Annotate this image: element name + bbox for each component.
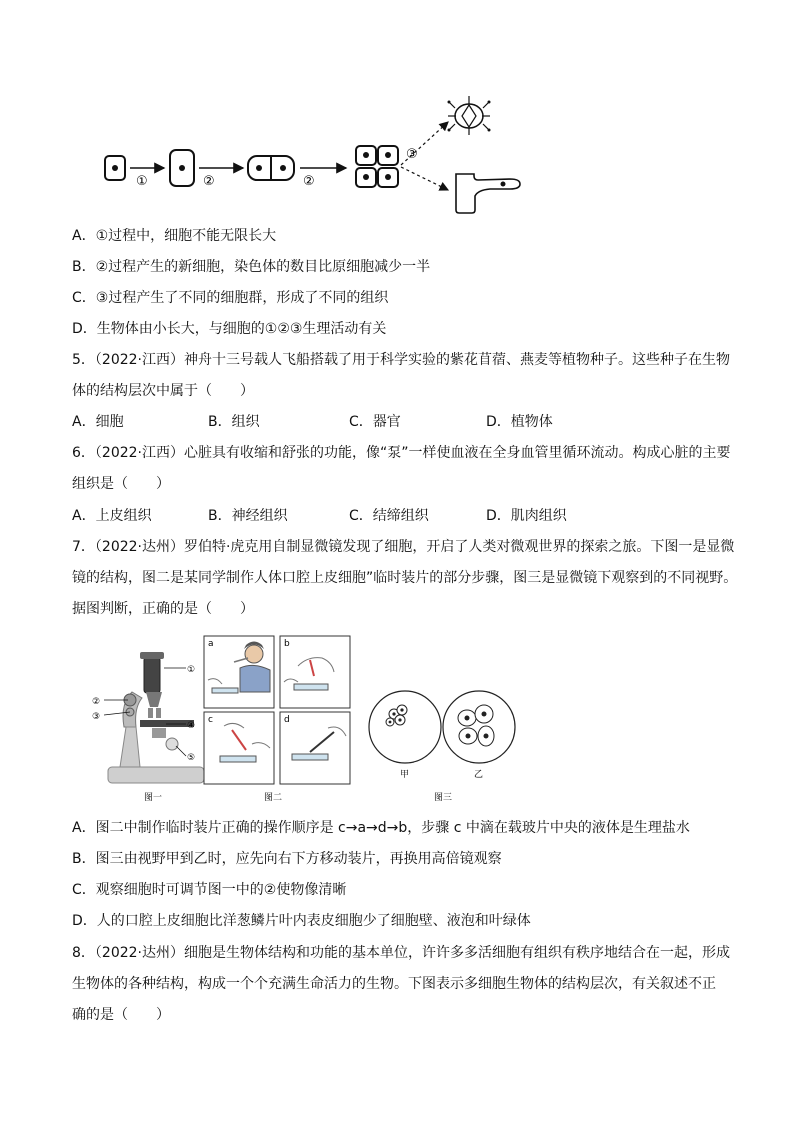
q7-stem-line-2: 镜的结构，图二是某同学制作人体口腔上皮细胞”临时装片的部分步骤，图三是显微镜下观察到的不同视野。 xyxy=(72,570,738,586)
view-label-jia: 甲 xyxy=(400,770,410,780)
panel-label-c: c xyxy=(208,715,213,725)
four-cells xyxy=(356,146,398,187)
step-label-2a: ② xyxy=(203,174,215,189)
slide-steps-panels xyxy=(204,636,350,784)
q4-option-c: C．③过程产生了不同的细胞群，形成了不同的组织 xyxy=(72,290,389,306)
panel-label-b: b xyxy=(284,639,290,649)
differentiated-cell-star xyxy=(448,96,491,135)
caption-fig2: 图二 xyxy=(264,793,283,803)
panel-label-a: a xyxy=(208,639,214,649)
q5-option-a: A．细胞 xyxy=(72,414,124,430)
caption-fig3: 图三 xyxy=(434,793,453,803)
microscope-label-2: ② xyxy=(92,697,101,707)
microscope-label-5: ⑤ xyxy=(187,753,196,763)
cell-process-diagram xyxy=(98,92,538,222)
microscope-label-3: ③ xyxy=(92,712,101,722)
q5-option-c: C．器官 xyxy=(349,414,401,430)
caption-fig1: 图一 xyxy=(144,793,163,803)
q8-stem-line-2: 生物体的各种结构，构成一个个充满生命活力的生物。下图表示多细胞生物体的结构层次，有关叙述不正 xyxy=(72,976,716,992)
q5-stem-line-1: 5．（2022·江西）神舟十三号载人飞船搭载了用于科学实验的紫花苜蓿、燕麦等植物种子。这些种子在生物 xyxy=(72,352,730,368)
q7-option-d: D．人的口腔上皮细胞比洋葱鳞片叶内表皮细胞少了细胞壁、液泡和叶绿体 xyxy=(72,913,531,929)
microscope-views xyxy=(369,691,515,780)
microscope-label-1: ① xyxy=(187,665,196,675)
q5-option-b: B．组织 xyxy=(208,414,260,430)
q6-stem-line-2: 组织是（ ） xyxy=(72,476,170,492)
q4-option-a: A．①过程中，细胞不能无限长大 xyxy=(72,228,277,244)
q7-option-a: A．图二中制作临时装片正确的操作顺序是 c→a→d→b，步骤 c 中滴在载玻片中央的液体是生理盐水 xyxy=(72,820,690,836)
q7-stem-line-3: 据图判断，正确的是（ ） xyxy=(72,601,254,617)
q7-figure xyxy=(84,632,484,804)
q6-option-c: C．结缔组织 xyxy=(349,508,429,524)
microscope-illustration xyxy=(92,652,204,783)
q5-option-d: D．植物体 xyxy=(486,414,553,430)
step-label-1: ① xyxy=(136,174,148,189)
q4-option-b: B．②过程产生的新细胞，染色体的数目比原细胞减少一半 xyxy=(72,259,431,275)
view-label-yi: 乙 xyxy=(474,770,484,780)
q8-stem-line-3: 确的是（ ） xyxy=(72,1007,170,1023)
step-label-3: ③ xyxy=(406,147,418,162)
microscope-label-4: ④ xyxy=(187,721,196,731)
q7-option-b: B．图三由视野甲到乙时，应先向右下方移动装片，再换用高倍镜观察 xyxy=(72,851,502,867)
panel-label-d: d xyxy=(284,715,290,725)
q6-stem-line-1: 6．（2022·江西）心脏具有收缩和舒张的功能，像“泵”一样使血液在全身血管里循环流动。构成心脏的主要 xyxy=(72,445,731,461)
q8-stem-line-1: 8．（2022·达州）细胞是生物体结构和功能的基本单位，许许多多活细胞有组织有秩序地结合在一起，形成 xyxy=(72,945,730,961)
q7-stem-line-1: 7．（2022·达州）罗伯特·虎克用自制显微镜发现了细胞，开启了人类对微观世界的探索之旅。下图一是显微 xyxy=(72,539,735,555)
q5-stem-line-2: 体的结构层次中属于（ ） xyxy=(72,383,254,399)
q7-option-c: C．观察细胞时可调节图一中的②使物像清晰 xyxy=(72,882,347,898)
q6-option-a: A．上皮组织 xyxy=(72,508,152,524)
differentiated-cell-elongated xyxy=(456,174,520,213)
step-label-2b: ② xyxy=(303,174,315,189)
q6-option-b: B．神经组织 xyxy=(208,508,288,524)
q4-option-d: D．生物体由小长大，与细胞的①②③生理活动有关 xyxy=(72,321,387,337)
q6-option-d: D．肌肉组织 xyxy=(486,508,567,524)
